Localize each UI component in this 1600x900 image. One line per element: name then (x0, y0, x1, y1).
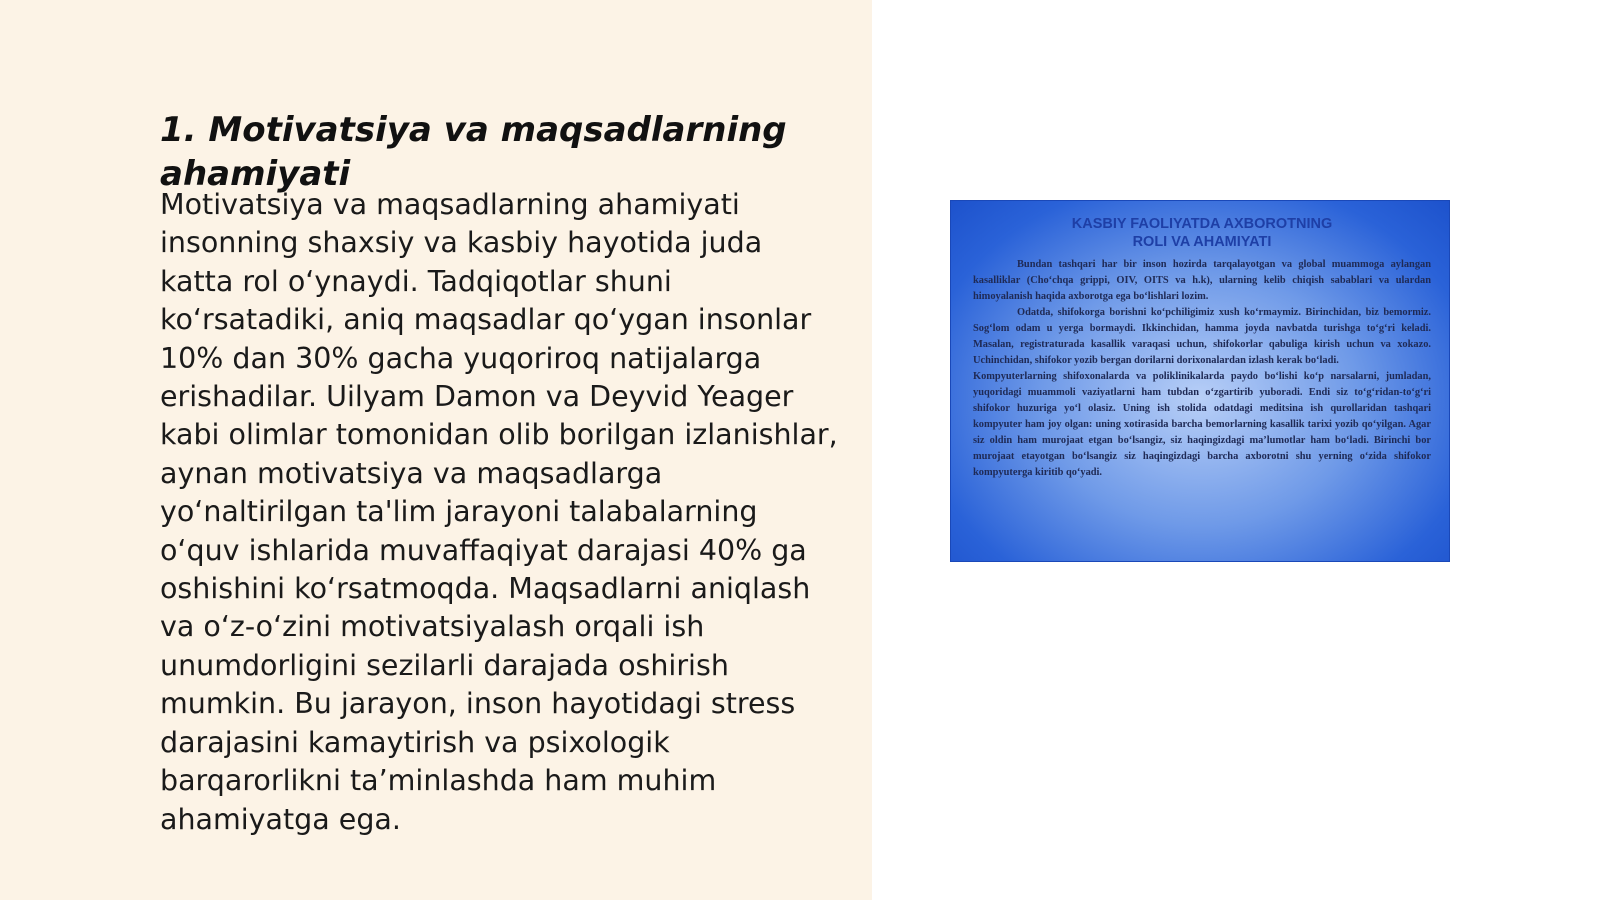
slide-heading: 1. Motivatsiya va maqsadlarning ahamiyati (160, 110, 787, 194)
document-image-paragraph: Kompyuterlarning shifoxonalarda va poliklinikalarda paydo bo‘lishi ko‘p narsalarni, jumladan, yuqoridagi muammoli vaziyatlarni ham tubdan o‘zgartirib yuboradi. Endi siz to‘g‘ridan-to‘g‘ri shifokor huzuriga yo‘l olasiz. Uning ish stolida odatdagi meditsina ish qurollaridan tashqari kompyuter ham joy olgan: uning xotirasida barcha bemorlarning kasallik tarixi yozib qo‘yilgan. Agar siz oldin ham murojaat etgan bo‘lsangiz, siz haqingizdagi ma’lumotlar ham bo‘ladi. Birinchi bor murojaat etayotgan bo‘lsangiz siz haqingizdagi barcha axborotni shu yerning o‘zida shifokor kompyuterga kiritib qo‘yadi. (973, 371, 1431, 478)
document-image-title-line2: ROLI VA AHAMIYATI (1132, 234, 1272, 250)
document-image-title (973, 215, 1431, 251)
document-image-paragraph: Bundan tashqari har bir inson hozirda tarqalayotgan va global muammoga aylangan kasalliklar (Cho‘chqa grippi, OIV, OITS va h.k), ularning kelib chiqish sabablari va ulardan himoyalanish haqida axborotga ega bo‘lishlari lozim. (973, 259, 1431, 302)
slide-body-text: Motivatsiya va maqsadlarning ahamiyati insonning shaxsiy va kasbiy hayotida juda katta rol o‘ynaydi. Tadqiqotlar shuni ko‘rsatadiki, aniq maqsadlar qo‘ygan insonlar 10% dan 30% gacha yuqoriroq natijalarga erishadilar. Uilyam Damon va Deyvid Yeager kabi olimlar tomonidan olib borilgan izlanishlar, aynan motivatsiya va maqsadlarga yo‘naltirilgan ta'lim jarayoni talabalarning o‘quv ishlarida muvaffaqiyat darajasi 40% ga oshishini ko‘rsatmoqda. Maqsadlarni aniqlash va o‘z-o‘zini motivatsiyalash orqali ish unumdorligini sezilarli darajada oshirish mumkin. Bu jarayon, inson hayotidagi stress darajasini kamaytirish va psixologik barqarorlikni ta’minlashda ham muhim ahamiyatga ega. (160, 188, 838, 836)
document-image-title-line1: KASBIY FAOLIYATDA AXBOROTNING (1071, 216, 1333, 232)
document-image (950, 200, 1450, 562)
document-image-paragraph: Odatda, shifokorga borishni ko‘pchiligimiz xush ko‘rmaymiz. Birinchidan, biz bemormiz. Sog‘lom odam u yerga bormaydi. Ikkinchidan, hamma joyda navbatda turishga to‘g‘ri keladi. Masalan, registraturada kasallik varaqasi uchun, shifokorlar qabuliga kirish uchun va xokazo. Uchinchidan, shifokor yozib bergan dorilarni dorixonalardan izlash kerak bo‘ladi. (973, 307, 1431, 366)
